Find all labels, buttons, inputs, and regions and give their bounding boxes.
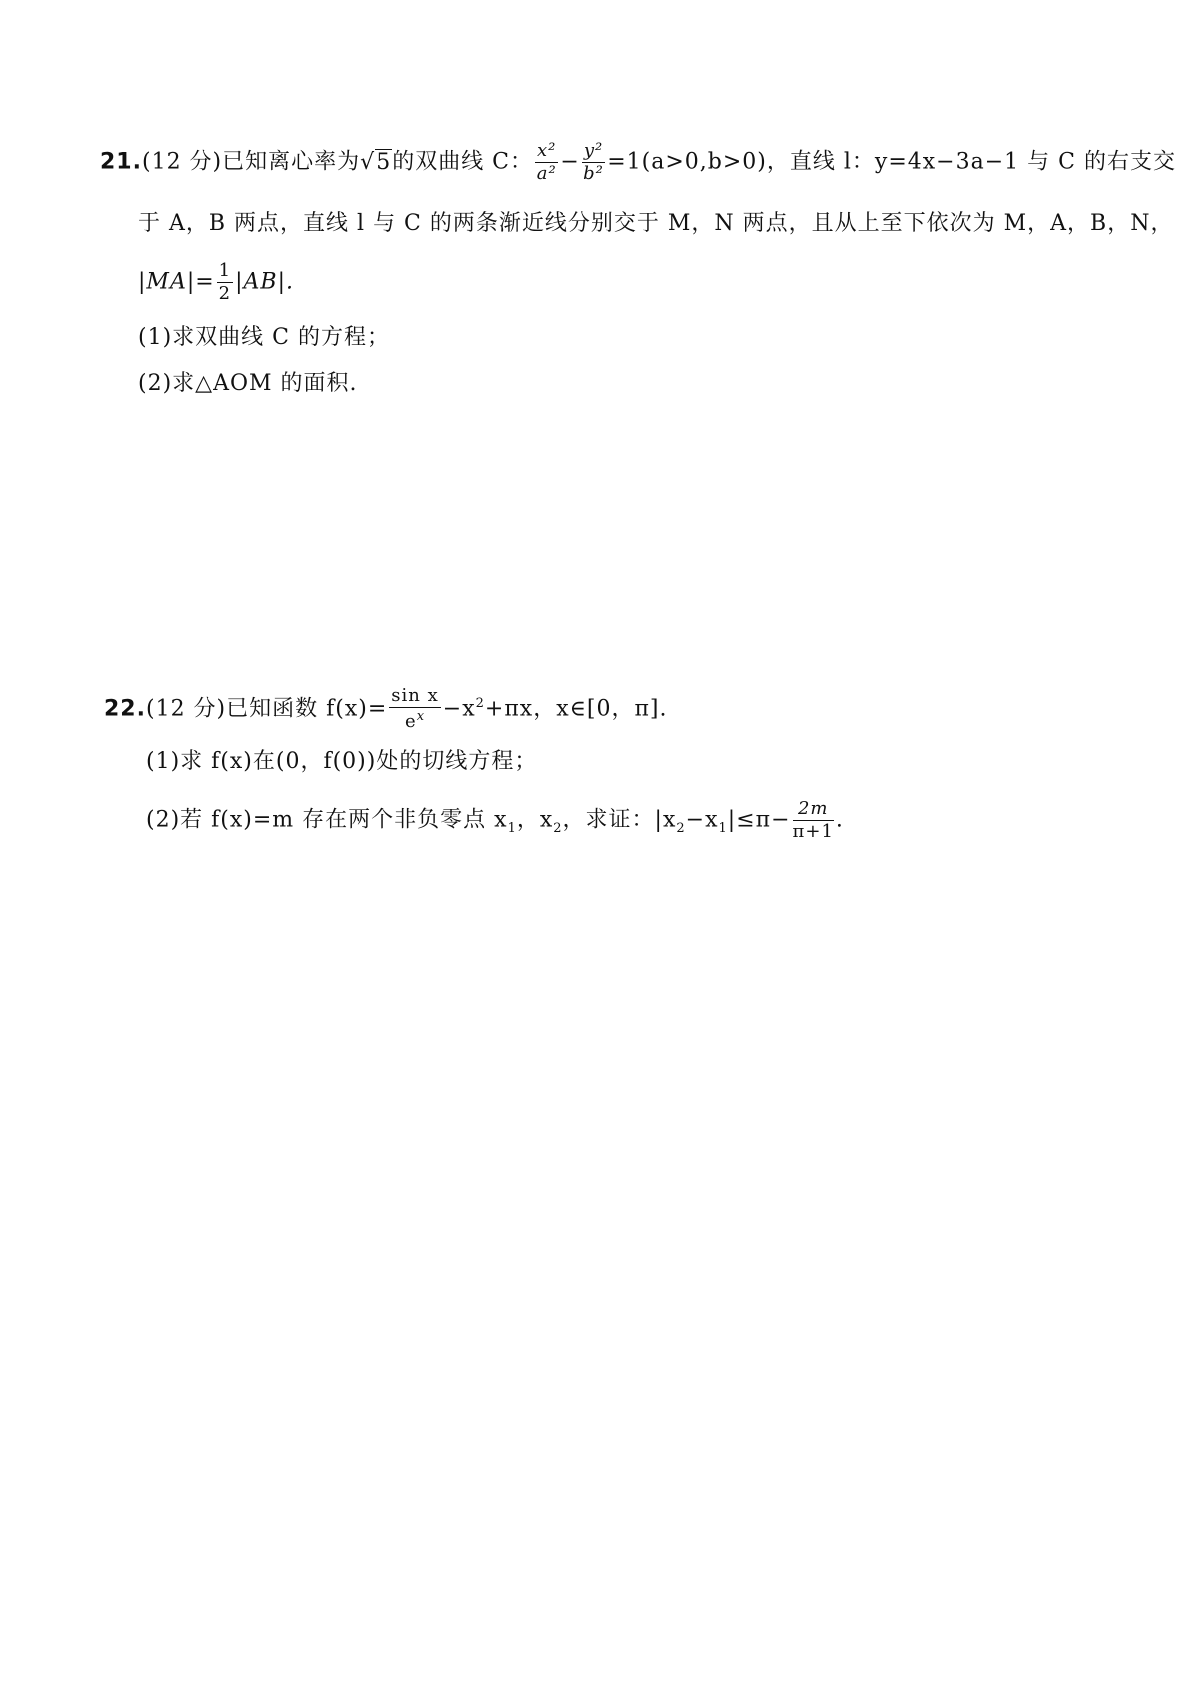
x2-subscript: 2 bbox=[553, 820, 563, 836]
q22-score: (12 分) bbox=[145, 696, 227, 722]
q21-part-2: (2)求△AOM 的面积. bbox=[138, 371, 358, 396]
frac-x2-num: x² bbox=[537, 140, 557, 161]
q21-line-2: 于 A，B 两点，直线 l 与 C 的两条渐近线分别交于 M，N 两点，且从上至下依次为 M，A，B，N， bbox=[138, 211, 1174, 236]
e-exponent: x bbox=[416, 709, 426, 725]
q21-score: (12 分) bbox=[141, 149, 223, 175]
q21-eq-tail: =1(a>0,b>0)，直线 l：y=4x−3a−1 与 C 的右支交 bbox=[607, 149, 1176, 175]
frac-ex-den bbox=[389, 708, 440, 731]
frac-one-half bbox=[217, 262, 233, 303]
q22-x-square: 2 bbox=[475, 696, 485, 711]
x1b-subscript: 1 bbox=[718, 820, 728, 836]
frac-2m-num: 2m bbox=[793, 800, 834, 821]
q22-tail-a: −x bbox=[442, 696, 476, 722]
q22-tail-b: +πx，x∈[0，π]. bbox=[484, 696, 668, 722]
frac-y2-num: y² bbox=[583, 140, 604, 161]
q22-part2-b: ，x bbox=[516, 807, 554, 833]
q21-ma-abs: |MA|= bbox=[138, 269, 215, 295]
q21-number: 21. bbox=[100, 149, 142, 175]
q22-part2-a: (2)若 f(x)=m 存在两个非负零点 x bbox=[146, 807, 508, 833]
q22-part2-c: ，求证：|x bbox=[562, 807, 677, 833]
frac-half-den: 2 bbox=[218, 283, 232, 304]
q22-part2-d: −x bbox=[685, 807, 719, 833]
frac-half-num: 1 bbox=[218, 260, 232, 281]
frac-sinx-ex bbox=[389, 687, 440, 731]
frac-y2-b2 bbox=[582, 142, 605, 183]
x2b-subscript: 2 bbox=[676, 820, 686, 836]
frac-x2-a2 bbox=[535, 142, 558, 183]
q21-line-3 bbox=[138, 262, 294, 303]
q21-line-1 bbox=[100, 142, 1176, 183]
frac-pi1-den: π+1 bbox=[792, 821, 834, 842]
q21-part-1: (1)求双曲线 C 的方程； bbox=[138, 325, 390, 350]
q21-intro-a: 已知离心率为 bbox=[222, 149, 361, 175]
q22-part2-end: . bbox=[835, 807, 844, 833]
q22-part-1: (1)求 f(x)在(0，f(0))处的切线方程； bbox=[146, 749, 538, 774]
q22-part2-e: |≤π− bbox=[727, 807, 791, 833]
frac-a2-den: a² bbox=[536, 163, 557, 184]
q22-part-2 bbox=[146, 800, 844, 849]
q22-intro: 已知函数 f(x)= bbox=[226, 696, 388, 722]
sqrt-radicand: 5 bbox=[376, 149, 392, 175]
x1-subscript: 1 bbox=[507, 820, 517, 836]
q22-line-1 bbox=[104, 684, 668, 731]
q21-minus: − bbox=[560, 149, 580, 175]
frac-2m-pi1 bbox=[793, 800, 834, 841]
e-base: e bbox=[405, 711, 417, 733]
q21-ab-abs: |AB|. bbox=[235, 269, 294, 295]
q22-number: 22. bbox=[104, 696, 146, 722]
frac-sinx-num: sin x bbox=[391, 685, 439, 707]
sqrt-symbol: √5 bbox=[360, 149, 392, 175]
q21-intro-b: 的双曲线 C： bbox=[392, 149, 534, 175]
frac-b2-den: b² bbox=[583, 163, 604, 184]
